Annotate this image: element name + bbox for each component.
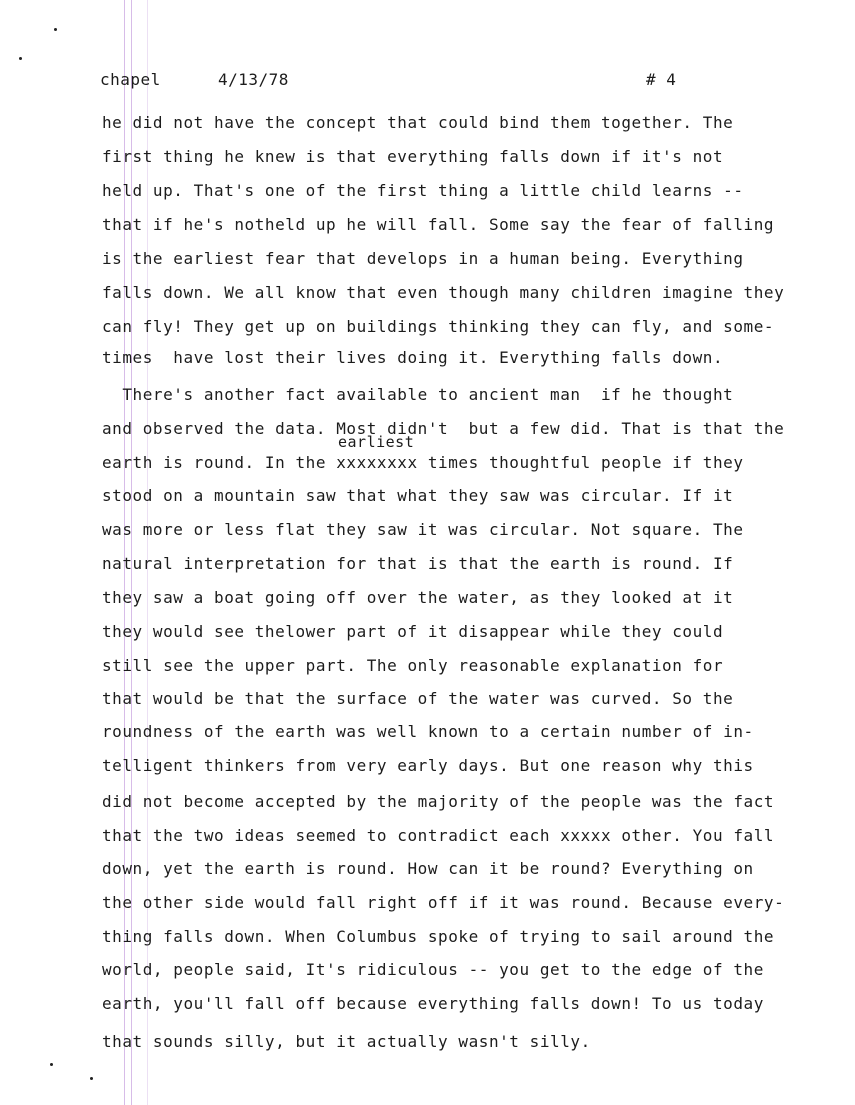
- page-number: # 4: [646, 70, 677, 89]
- text-line: they saw a boat going off over the water, as they looked at it: [102, 588, 734, 607]
- insertion-note: earliest: [338, 433, 415, 451]
- text-line: is the earliest fear that develops in a human being. Everything: [102, 249, 744, 268]
- text-line: the other side would fall right off if it was round. Because every-: [102, 893, 785, 912]
- text-line: telligent thinkers from very early days. But one reason why this: [102, 756, 754, 775]
- paper-speck: [50, 1063, 53, 1066]
- text-line: earth, you'll fall off because everything falls down! To us today: [102, 994, 764, 1013]
- text-line: thing falls down. When Columbus spoke of trying to sail around the: [102, 927, 775, 946]
- text-line: roundness of the earth was well known to a certain number of in-: [102, 722, 754, 741]
- paper-speck: [90, 1077, 93, 1080]
- text-line: did not become accepted by the majority of the people was the fact: [102, 792, 775, 811]
- paper-speck: [54, 28, 57, 31]
- text-line: was more or less flat they saw it was circular. Not square. The: [102, 520, 744, 539]
- text-line: world, people said, It's ridiculous -- you get to the edge of the: [102, 960, 764, 979]
- text-line: times have lost their lives doing it. Everything falls down.: [102, 348, 724, 367]
- text-line: can fly! They get up on buildings thinking they can fly, and some-: [102, 317, 775, 336]
- text-line: first thing he knew is that everything falls down if it's not: [102, 147, 724, 166]
- paper-speck: [19, 57, 22, 60]
- text-line: they would see thelower part of it disappear while they could: [102, 622, 724, 641]
- text-line: he did not have the concept that could bind them together. The: [102, 113, 734, 132]
- text-line: that if he's notheld up he will fall. Some say the fear of falling: [102, 215, 775, 234]
- header-date: 4/13/78: [218, 70, 289, 89]
- text-line: and observed the data. Most didn't but a few did. That is that the: [102, 419, 785, 438]
- text-line: that sounds silly, but it actually wasn't silly.: [102, 1032, 591, 1051]
- text-line: natural interpretation for that is that the earth is round. If: [102, 554, 734, 573]
- text-line: that would be that the surface of the water was curved. So the: [102, 689, 734, 708]
- text-line: held up. That's one of the first thing a little child learns --: [102, 181, 744, 200]
- text-line: still see the upper part. The only reasonable explanation for: [102, 656, 724, 675]
- header-label: chapel: [100, 70, 161, 89]
- text-line: falls down. We all know that even though many children imagine they: [102, 283, 785, 302]
- text-line: There's another fact available to ancient man if he thought: [102, 385, 734, 404]
- text-line: that the two ideas seemed to contradict each xxxxx other. You fall: [102, 826, 775, 845]
- text-line: stood on a mountain saw that what they saw was circular. If it: [102, 486, 734, 505]
- text-line: earth is round. In the xxxxxxxx times thoughtful people if they: [102, 453, 744, 472]
- text-line: down, yet the earth is round. How can it be round? Everything on: [102, 859, 754, 878]
